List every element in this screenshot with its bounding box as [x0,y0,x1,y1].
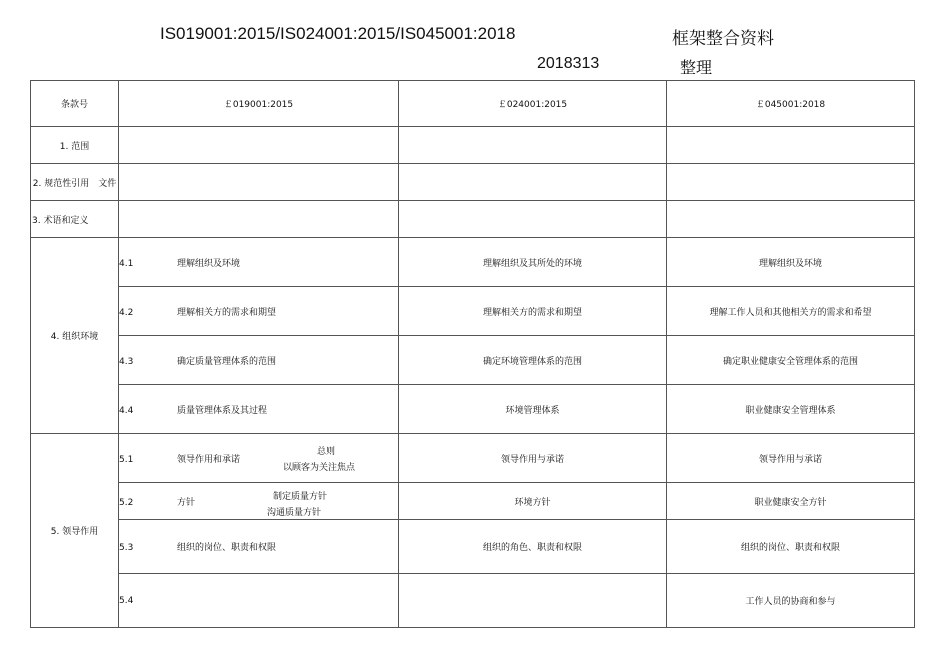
column-header: ￡045001:2018 [667,81,915,127]
table-cell: 理解相关方的需求和期望 [399,287,667,336]
clause-number: 5.3 [119,543,134,553]
table-row [31,385,915,434]
clause-number: 4.4 [119,405,134,416]
table-cell: 确定职业健康安全管理体系的范围 [667,336,915,385]
table-row [31,336,915,385]
table-cell [399,574,667,628]
table-cell: 环境管理体系 [399,385,667,434]
clause-subtext: 以顾客为关注焦点 [283,463,356,473]
clause-subtext: 总则 [317,447,336,457]
table-cell: 组织的岗位、职责和权限 [667,520,915,574]
clause-text: 理解组织及环境 [177,258,241,269]
clause-text: 质量管理体系及其过程 [177,405,268,416]
table-cell [119,164,399,201]
table-cell [399,201,667,238]
table-row [31,483,915,520]
table-cell: 理解工作人员和其他相关方的需求和希望 [667,287,915,336]
clause-number: 5.4 [119,595,134,606]
section-label: 2. 规范性引用 文件 [31,164,119,201]
table-cell [667,201,915,238]
table-cell [119,520,399,574]
clause-number: 4.3 [119,356,134,367]
clause-number: 5.2 [119,497,134,508]
table-cell [119,238,399,287]
table-cell: 职业健康安全方针 [667,483,915,520]
clause-text: 组织的岗位、职责和权限 [177,543,277,553]
table-cell: 环境方针 [399,483,667,520]
clause-number: 4.2 [119,307,134,318]
table-row [31,287,915,336]
clause-comparison-table [30,80,915,628]
table-cell: 职业健康安全管理体系 [667,385,915,434]
table-cell [399,127,667,164]
section-label: 4. 组织环境 [31,238,119,434]
table-cell [119,336,399,385]
table-row [31,164,915,201]
section-label: 3. 术语和定义 [31,201,119,238]
section-label: 5. 领导作用 [31,434,119,628]
table-cell [119,201,399,238]
table-cell [119,385,399,434]
clause-text: 方针 [177,497,196,508]
document-note: 整理 [680,58,713,77]
column-header: ￡024001:2015 [399,81,667,127]
clause-subtext: 沟通质量方针 [267,508,322,518]
table-cell [667,127,915,164]
table-cell: 确定环境管理体系的范围 [399,336,667,385]
table-cell [667,164,915,201]
clause-text: 理解相关方的需求和期望 [177,307,277,318]
table-row [31,574,915,628]
table-cell [119,127,399,164]
clause-text: 确定质量管理体系的范围 [177,356,277,367]
table-row [31,238,915,287]
clause-text: 领导作用和承诺 [177,454,241,465]
table-row [31,127,915,164]
table-cell: 理解组织及其所处的环境 [399,238,667,287]
section-label: 1. 范围 [31,127,119,164]
table-cell: 工作人员的协商和参与 [667,574,915,628]
clause-subtext: 制定质量方针 [273,492,328,502]
table-cell [119,434,399,483]
column-header: ￡019001:2015 [119,81,399,127]
clause-number: 4.1 [119,258,134,269]
document-date: 2018313 [537,55,600,72]
table-row [31,520,915,574]
clause-number: 5.1 [119,454,134,465]
table-cell: 组织的角色、职责和权限 [399,520,667,574]
table-cell [119,287,399,336]
column-header: 条款号 [31,81,119,127]
table-header-row [31,81,915,127]
table-cell: 理解组织及环境 [667,238,915,287]
standards-title: IS019001:2015/IS024001:2015/IS045001:2018 [160,24,516,43]
table-cell: 领导作用与承诺 [667,434,915,483]
table-cell [119,574,399,628]
table-row [31,434,915,483]
table-cell: 领导作用与承诺 [399,434,667,483]
document-title: 框架整合资料 [672,29,774,49]
table-cell [119,483,399,520]
table-cell [399,164,667,201]
table-row [31,201,915,238]
